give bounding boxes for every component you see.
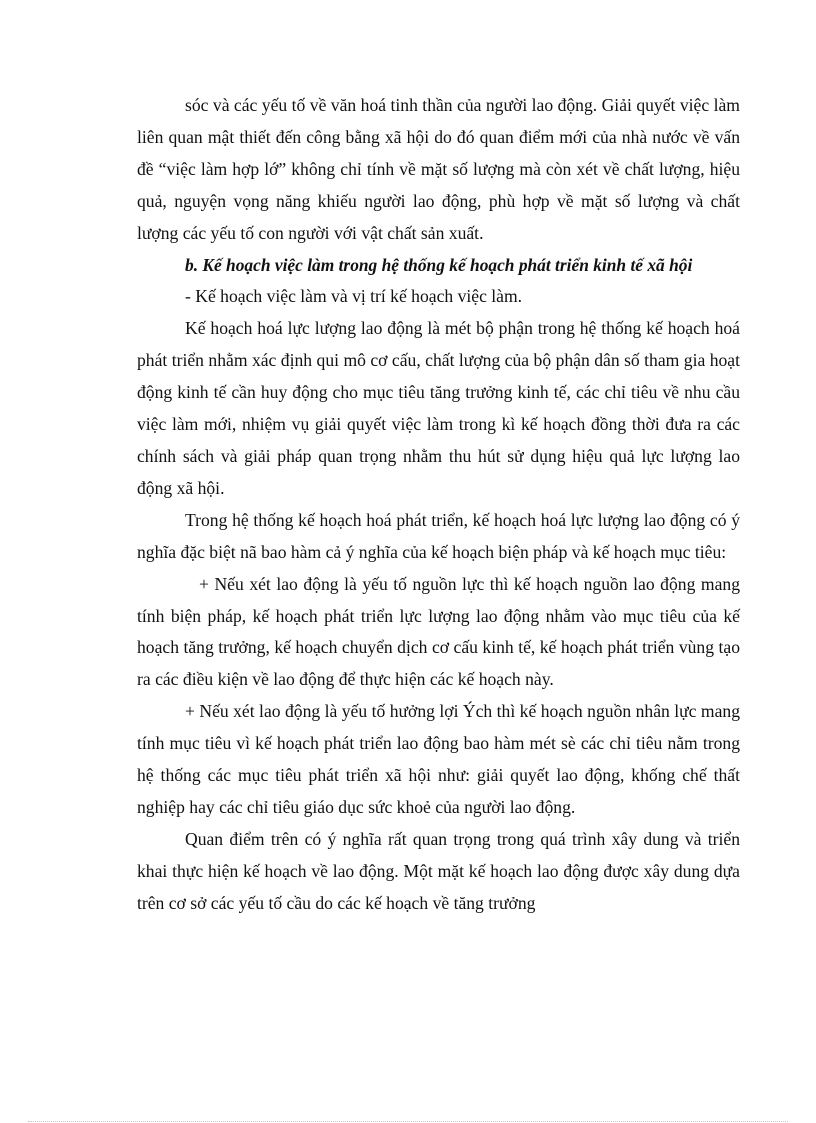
page-bottom-divider <box>28 1121 788 1122</box>
section-heading: b. Kế hoạch việc làm trong hệ thống kế hoạch phát triển kinh tế xã hội <box>185 254 693 275</box>
bullet-resource-factor: + Nếu xét lao động là yếu tố nguồn lực thì kế hoạch nguồn lao động mang tính biện pháp, kế hoạch phát triển lực lượng lao động nhằm vào mục tiêu của kế hoạch tăng trưởng, kế hoạch chuyển dịch cơ cấu kinh tế, kế hoạch phát triển vùng tạo ra các điều kiện về lao động để thực hiện các kế hoạch này. <box>137 573 740 690</box>
subsection-line: - Kế hoạch việc làm và vị trí kế hoạch việc làm. <box>185 286 523 307</box>
paragraph-viewpoint: Quan điểm trên có ý nghĩa rất quan trọng trong quá trình xây dung và triển khai thực hiện kế hoạch về lao động. Một mặt kế hoạch lao động được xây dung dựa trên cơ sở các yếu tố cầu do các kế hoạch về tăng trưởng <box>137 828 740 913</box>
paragraph-labor-planning: Kế hoạch hoá lực lượng lao động là mét bộ phận trong hệ thống kế hoạch hoá phát triển nhằm xác định qui mô cơ cấu, chất lượng của bộ phận dân số tham gia hoạt động kinh tế cần huy động cho mục tiêu tăng trưởng kinh tế, các chỉ tiêu về nhu cầu việc làm mới, nhiệm vụ giải quyết việc làm trong kì kế hoạch đồng thời đưa ra các chính sách và giải pháp quan trọng nhằm thu hút sử dụng hiệu quả lực lượng lao động xã hội. <box>137 318 740 498</box>
paragraph-continuation: sóc và các yếu tố về văn hoá tinh thần của người lao động. Giải quyết việc làm liên quan mật thiết đến công bằng xã hội do đó quan điểm mới của nhà nước về vấn đề “việc làm hợp lớ” không chỉ tính về mặt số lượng mà còn xét về chất lượng, hiệu quả, nguyện vọng năng khiếu người lao động, phù hợp về mặt số lượng và chất lượng các yếu tố con người với vật chất sản xuất. <box>137 95 740 243</box>
bullet-benefit-factor: + Nếu xét lao động là yếu tố hưởng lợi Ých thì kế hoạch nguồn nhân lực mang tính mục tiêu vì kế hoạch phát triển lao động bao hàm mét sè các chỉ tiêu nằm trong hệ thống các mục tiêu phát triển xã hội như: giải quyết lao động, khống chế thất nghiệp hay các chỉ tiêu giáo dục sức khoẻ của người lao động. <box>137 701 740 817</box>
document-body <box>137 90 740 920</box>
paragraph-development-system: Trong hệ thống kế hoạch hoá phát triển, kế hoạch hoá lực lượng lao động có ý nghĩa đặc biệt nã bao hàm cả ý nghĩa của kế hoạch biện pháp và kế hoạch mục tiêu: <box>137 509 740 562</box>
